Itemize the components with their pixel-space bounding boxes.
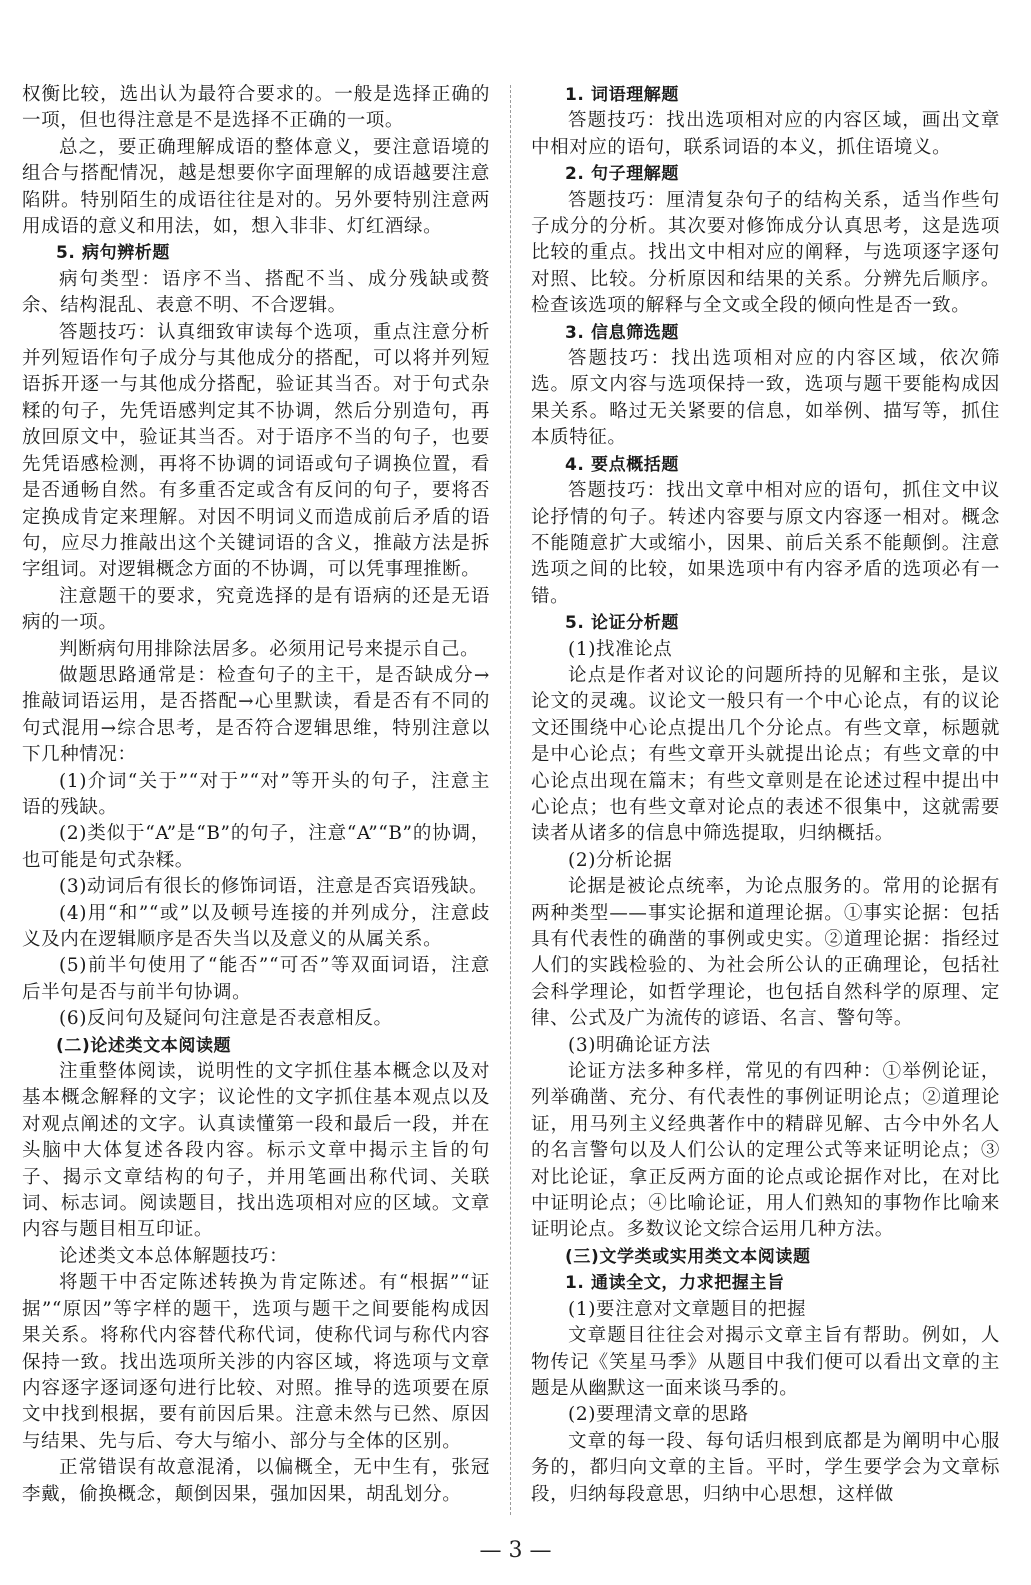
list-item: (3)动词后有很长的修饰词语，注意是否宾语残缺。 bbox=[59, 876, 489, 898]
section-heading: (二)论述类文本阅读题 bbox=[56, 1035, 232, 1056]
paragraph: 做题思路通常是：检查句子的主干，是否缺成分→推敲词语运用，是否搭配→心里默读，看是否有不同的句式混用→综合思考，是否符合逻辑思维，特别注意以下几种情况： bbox=[22, 664, 490, 766]
list-item: (2)类似于“A”是“B”的句子，注意“A”“B”的协调，也可能是句式杂糅。 bbox=[22, 823, 490, 871]
list-item: (6)反问句及疑问句注意是否表意相反。 bbox=[59, 1008, 393, 1030]
paragraph: 文章的每一段、每句话归根到底都是为阐明中心服务的，都归向文章的主旨。平时，学生要学会为文章标段，归纳每段意思，归纳中心思想，这样做 bbox=[531, 1430, 1000, 1505]
subheading: (2)要理清文章的思路 bbox=[568, 1404, 749, 1426]
paragraph: 答题技巧：找出选项相对应的内容区域，依次筛选。原文内容与选项保持一致，选项与题干要能构成因果关系。略过无关紧要的信息，如举例、描写等，抓住本质特征。 bbox=[531, 348, 1000, 449]
paragraph: 答题技巧：认真细致审读每个选项，重点注意分析并列短语作句子成分与其他成分的搭配，可以将并列短语拆开逐一与其他成分搭配，验证其当否。对于句式杂糅的句子，先凭语感判定其不协调，然后分别造句，再放回原文中，验证其当否。对于语序不当的句子，也要先凭语感检测，再将不协调的词语或句子调换位置，看是否通畅自然。有多重否定或含有反问的句子，要将否定换成肯定来理解。对因不明词义而造成前后矛盾的语句，应尽力推敲出这个关键词语的含义，推敲方法是拆字组词。对逻辑概念方面的不协调，可以凭事理推断。 bbox=[22, 321, 490, 581]
section-heading: 2. 句子理解题 bbox=[565, 164, 680, 185]
section-heading: 5. 论证分析题 bbox=[565, 613, 680, 634]
paragraph: 答题技巧：厘清复杂句子的结构关系，适当作些句子成分的分析。其次要对修饰成分认真思考，这是选项比较的重点。找出文中相对应的阐释，与选项逐字逐句对照、比较。分析原因和结果的关系。分辨先后顺序。检查该选项的解释与全文或全段的倾向性是否一致。 bbox=[531, 189, 1000, 317]
paragraph: 权衡比较，选出认为最符合要求的。一般是选择正确的一项，但也得注意是不是选择不正确的一项。 bbox=[22, 84, 490, 132]
section-heading: 5. 病句辨析题 bbox=[56, 243, 171, 264]
section-heading: 4. 要点概括题 bbox=[565, 454, 680, 475]
list-item: (1)介词“关于”“对于”“对”等开头的句子，注意主语的残缺。 bbox=[22, 770, 490, 818]
section-heading: 1. 通读全文，力求把握主旨 bbox=[565, 1273, 785, 1294]
paragraph: 判断病句用排除法居多。必须用记号来提示自己。 bbox=[59, 638, 480, 660]
paragraph: 将题干中否定陈述转换为肯定陈述。有“根据”“证据”“原因”等字样的题干，选项与题干之间要能构成因果关系。将称代内容替代称代词，使称代词与称代内容保持一致。找出选项所关涉的内容区域，将选项与文章内容逐字逐词逐句进行比较、对照。推导的选项要在原文中找到根据，要有前因后果。注意未然与已然、原因与结果、先与后、夸大与缩小、部分与全体的区别。 bbox=[22, 1272, 490, 1452]
subheading: (1)要注意对文章题目的把握 bbox=[568, 1298, 807, 1320]
paragraph: 论据是被论点统率，为论点服务的。常用的论据有两种类型——事实论据和道理论据。①事实论据：包括具有代表性的确凿的事例或史实。②道理论据：指经过人们的实践检验的、为社会所公认的正确理论，包括社会科学理论，如哲学理论，也包括自然科学的原理、定律、公式及广为流传的谚语、名言、警句等。 bbox=[531, 876, 1000, 1030]
paragraph: 总之，要正确理解成语的整体意义，要注意语境的组合与搭配情况，越是想要你字面理解的成语越要注意陷阱。特别陌生的成语往往是对的。另外要特别注意两用成语的意义和用法，如，想入非非、灯红酒绿。 bbox=[22, 136, 490, 238]
paragraph: 答题技巧：找出文章中相对应的语句，抓住文中议论抒情的句子。转述内容要与原文内容逐一相对。概念不能随意扩大或缩小，因果、前后关系不能颠倒。注意选项之间的比较，如果选项中有内容矛盾的选项必有一错。 bbox=[531, 480, 1000, 607]
right-column bbox=[531, 82, 1000, 1508]
paragraph: 文章题目往往会对揭示文章主旨有帮助。例如，人物传记《笑星马季》从题目中我们便可以看出文章的主题是从幽默这一面来谈马季的。 bbox=[531, 1325, 1000, 1399]
column-divider bbox=[510, 85, 511, 1515]
paragraph: 论证方法多种多样，常见的有四种：①举例论证，列举确凿、充分、有代表性的事例证明论点；②道理论证，用马列主义经典著作中的精辟见解、古今中外名人的名言警句以及人们公认的定理公式等来证明论点；③对比论证，拿正反两方面的论点或论据作对比，在对比中证明论点；④比喻论证，用人们熟知的事物作比喻来证明论点。多数议论文综合运用几种方法。 bbox=[531, 1061, 1000, 1241]
subheading: (2)分析论据 bbox=[568, 849, 673, 871]
paragraph: 注意题干的要求，究竟选择的是有语病的还是无语病的一项。 bbox=[22, 585, 490, 634]
section-heading: (三)文学类或实用类文本阅读题 bbox=[565, 1246, 811, 1267]
paragraph: 论点是作者对议论的问题所持的见解和主张，是议论文的灵魂。议论文一般只有一个中心论点，有的议论文还围绕中心论点提出几个分论点。有些文章，标题就是中心论点；有些文章开头就提出论点；有些文章的中心论点出现在篇末；有些文章则是在论述过程中提出中心论点；也有些文章对论点的表述不很集中，这就需要读者从诸多的信息中筛选提取，归纳概括。 bbox=[531, 664, 1000, 845]
list-item: (5)前半句使用了“能否”“可否”等双面词语，注意后半句是否与前半句协调。 bbox=[22, 955, 490, 1003]
subheading: (3)明确论证方法 bbox=[568, 1034, 711, 1056]
paragraph: 注重整体阅读，说明性的文字抓住基本概念以及对基本概念解释的文字；议论性的文字抓住基本观点以及对观点阐述的文字。认真读懂第一段和最后一段，并在头脑中大体复述各段内容。标示文章中揭示主旨的句子、揭示文章结构的句子，并用笔画出称代词、关联词、标志词。阅读题目，找出选项相对应的区域。文章内容与题目相互印证。 bbox=[22, 1061, 490, 1241]
section-heading: 3. 信息筛选题 bbox=[565, 322, 680, 343]
paragraph: 答题技巧：找出选项相对应的内容区域，画出文章中相对应的语句，联系词语的本义，抓住语境义。 bbox=[531, 110, 1000, 158]
paragraph: 病句类型：语序不当、搭配不当、成分残缺或赘余、结构混乱、表意不明、不合逻辑。 bbox=[22, 268, 490, 317]
section-heading: 1. 词语理解题 bbox=[565, 85, 680, 105]
subheading: (1)找准论点 bbox=[568, 638, 673, 660]
left-column bbox=[22, 82, 490, 1508]
paragraph: 正常错误有故意混淆，以偏概全，无中生有，张冠李戴，偷换概念，颠倒因果，强加因果，胡乱划分。 bbox=[22, 1457, 490, 1505]
paragraph: 论述类文本总体解题技巧： bbox=[59, 1245, 289, 1267]
page-number: — 3 — bbox=[479, 1538, 552, 1563]
list-item: (4)用“和”“或”以及顿号连接的并列成分，注意歧义及内在逻辑顺序是否失当以及意义的从属关系。 bbox=[22, 902, 490, 950]
